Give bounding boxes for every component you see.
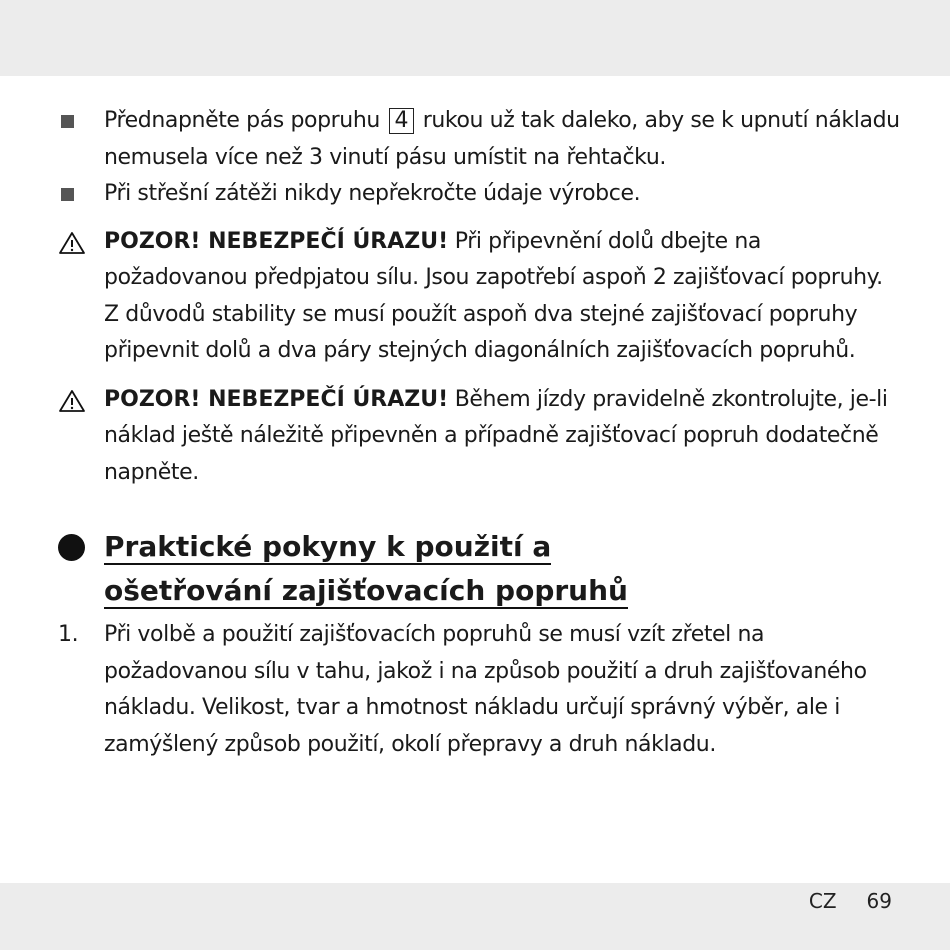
bottom-band [0,883,950,950]
bullet-text-before: Přednapněte pás popruhu [104,108,387,133]
square-bullet-icon [61,188,74,201]
square-bullet-icon [61,115,74,128]
bullet-text: Při střešní zátěži nikdy nepřekročte údaje výrobce. [104,181,641,206]
warning-text: Při připevnění dolů dbejte na požadovanou předpjatou sílu. Jsou zapotřebí aspoň 2 zajišťovací popruhy. Z důvodů stability se musí použít aspoň dva stejné zajišťovací popruhy připevnit dolů a dva páry stejných diagonálních zajišťovacích popruhů. [104,228,883,363]
numbered-item-1 [58,617,903,763]
filled-circle-icon [58,534,85,561]
numbered-text: Při volbě a použití zajišťovacích popruhů se musí vzít zřetel na požadovanou sílu v tahu, jakož i na způsob použití a druh zajišťovaného nákladu. Velikost, tvar a hmotnost nákladu určují správný výběr, ale i zamýšlený způsob použití, okolí přepravy a druh nákladu. [104,622,867,757]
page-content [58,103,903,763]
language-code: CZ [808,889,837,913]
warning-label: POZOR! NEBEZPEČÍ ÚRAZU! [104,228,449,254]
heading-line-1: Praktické pokyny k použití a [104,530,552,563]
top-band [0,0,950,76]
section-heading [58,525,903,613]
heading-line-2: ošetřování zajišťovacích popruhů [104,574,628,607]
item-number: 1. [58,622,79,647]
warning-triangle-icon [58,231,86,255]
page-number: 69 [866,889,892,913]
warning-label: POZOR! NEBEZPEČÍ ÚRAZU! [104,386,449,412]
bullet-text-after: rukou už tak daleko, aby se k upnutí nákladu nemusela více než 3 vinutí pásu umístit na řehtačku. [104,108,900,170]
warning-triangle-icon [58,389,86,413]
warning-item-2 [58,382,903,492]
warning-text: Během jízdy pravidelně zkontrolujte, je-li náklad ještě náležitě připevněn a případně zajišťovací popruh dodatečně napněte. [104,386,888,485]
page-footer [809,889,892,913]
bullet-item-1 [58,103,903,176]
warning-item-1 [58,224,903,370]
bullet-item-2 [58,176,903,213]
part-number-box: 4 [389,108,415,134]
